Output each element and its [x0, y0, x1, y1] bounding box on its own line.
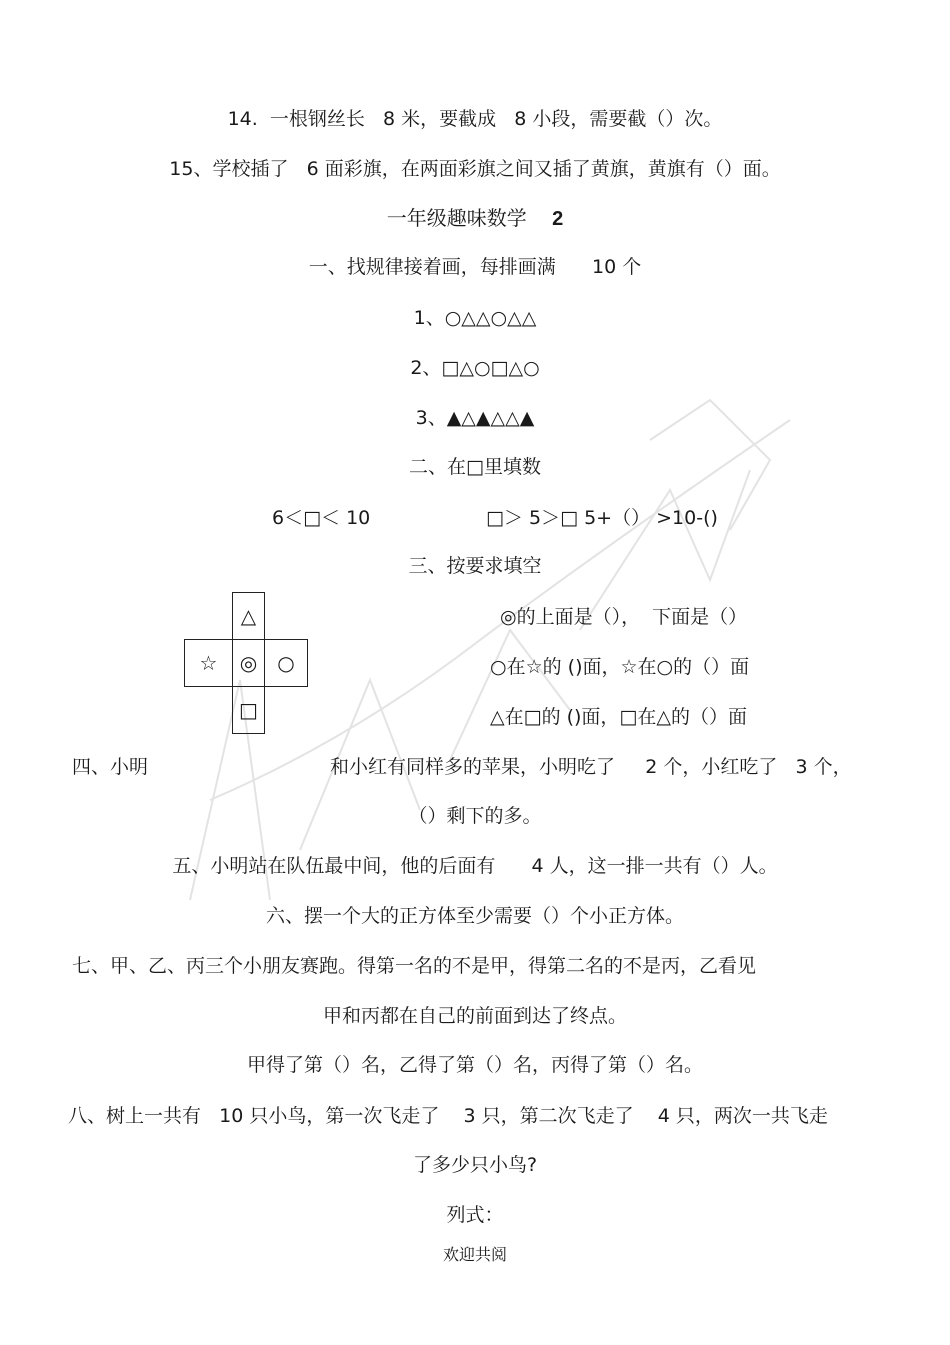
net-top-face: △ — [232, 592, 265, 640]
question-15: 15、学校插了 6 面彩旗，在两面彩旗之间又插了黄旗，黄旗有（）面。 — [169, 158, 781, 180]
question-14: 14. 一根钢丝长 8 米，要截成 8 小段，需要截（）次。 — [227, 108, 723, 130]
pattern-2: 2、□△○□△○ — [410, 357, 540, 379]
net-center-face: ◎ — [232, 639, 265, 687]
cube-net — [184, 592, 308, 746]
section-7-line-2: 甲和丙都在自己的前面到达了终点。 — [322, 1005, 627, 1027]
section-7-line-3: 甲得了第（）名，乙得了第（）名，丙得了第（）名。 — [246, 1054, 703, 1076]
title-number: 2 — [552, 208, 564, 230]
title-text: 一年级趣味数学 — [386, 206, 553, 230]
section-2-heading: 二、在□里填数 — [409, 456, 541, 478]
section-1-heading: 一、找规律接着画，每排画满 10 个 — [308, 256, 642, 278]
pattern-1: 1、○△△○△△ — [413, 307, 537, 329]
section-4-continued: 和小红有同样多的苹果，小明吃了 2 个，小红吃了 3 个， — [330, 756, 852, 778]
formula-label: 列式： — [446, 1204, 504, 1226]
inequality-1: 6＜□＜ 10 — [272, 507, 371, 529]
footer-text: 欢迎共阅 — [442, 1245, 507, 1264]
fill-line-1: ◎的上面是（）， 下面是（） — [500, 606, 748, 628]
section-6: 六、摆一个大的正方体至少需要（）个小正方体。 — [265, 905, 684, 927]
net-left-face: ☆ — [184, 639, 233, 687]
page-title — [0, 205, 950, 232]
inequality-2: □＞ 5＞□ 5+（） >10-() — [486, 507, 718, 529]
section-7-line-1: 七、甲、乙、丙三个小朋友赛跑。得第一名的不是甲，得第二名的不是丙，乙看见 — [72, 955, 757, 977]
fill-line-2: ○在☆的 ()面，☆在○的（）面 — [490, 656, 750, 678]
net-bottom-face: □ — [232, 686, 265, 734]
section-8-line-1: 八、树上一共有 10 只小鸟，第一次飞走了 3 只，第二次飞走了 4 只，两次一共飞走 — [68, 1105, 828, 1127]
pattern-3: 3、▲△▲△△▲ — [415, 407, 535, 429]
section-4-end: （）剩下的多。 — [408, 805, 542, 827]
section-5: 五、小明站在队伍最中间，他的后面有 4 人，这一排一共有（）人。 — [172, 855, 778, 877]
fill-line-3: △在□的 ()面，□在△的（）面 — [490, 706, 747, 728]
section-4-start: 四、小明 — [72, 756, 149, 778]
net-right-face: ○ — [264, 639, 308, 687]
section-8-line-2: 了多少只小鸟? — [412, 1154, 538, 1176]
section-3-heading: 三、按要求填空 — [408, 555, 542, 577]
